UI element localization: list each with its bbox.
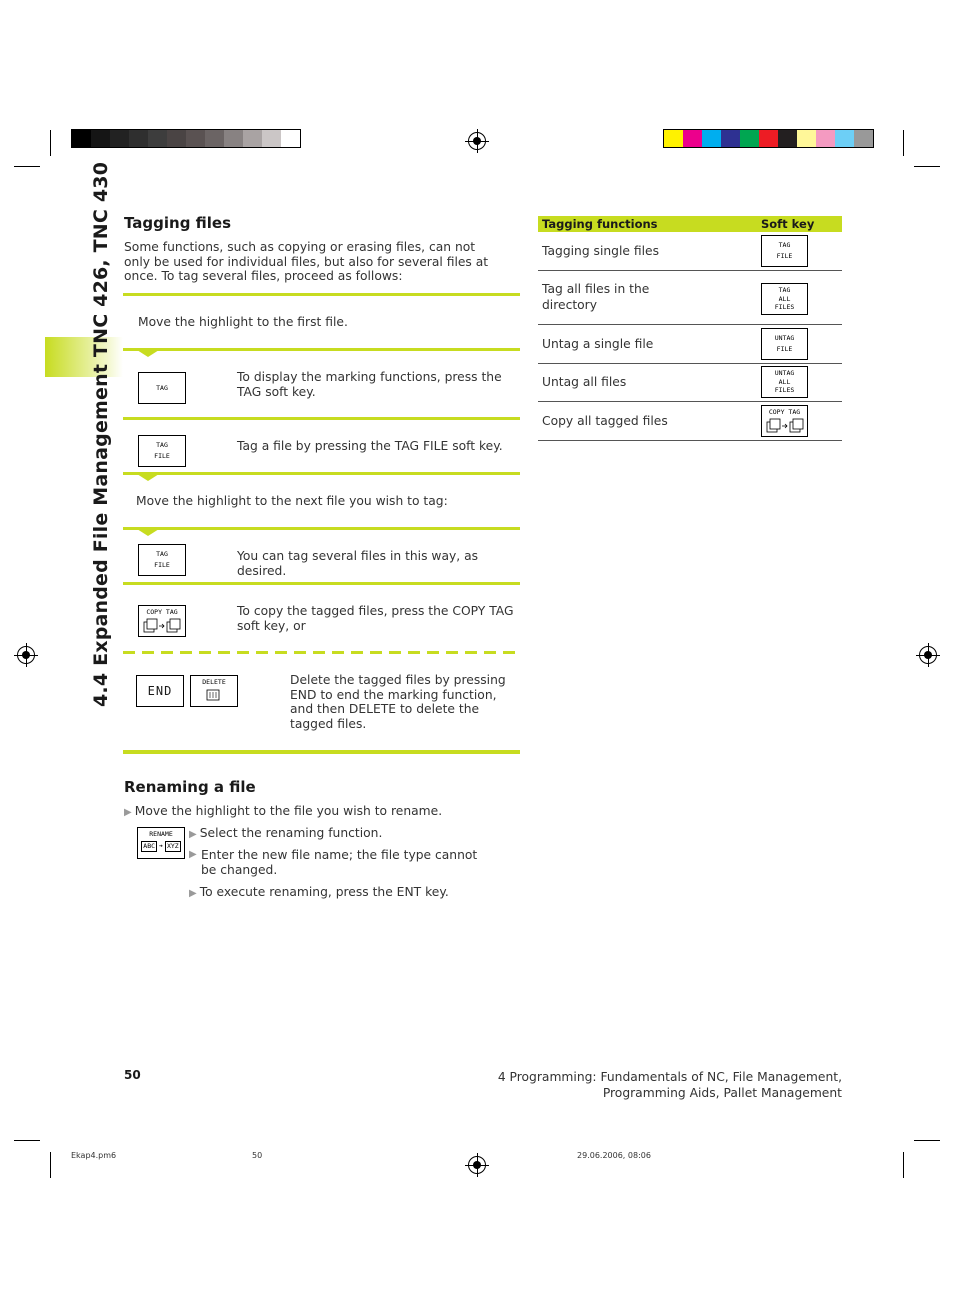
dashed-divider — [123, 651, 520, 654]
softkey-line: FILE — [776, 345, 793, 353]
table-row — [538, 325, 842, 364]
tag-file-softkey-label-2: FILE — [154, 452, 170, 460]
bullet-arrow-icon: ▶ — [189, 888, 197, 899]
bullet-arrow-icon: ▶ — [124, 807, 132, 818]
registration-target-icon — [468, 1156, 486, 1174]
registration-target-icon — [17, 646, 35, 664]
divider — [123, 472, 520, 475]
rename-step-move-text: Move the highlight to the file you wish to rename. — [134, 804, 443, 818]
tag-file-softkey-label-1: TAG — [156, 550, 168, 558]
softkey-line: TAG — [778, 241, 791, 249]
chapter-footer-line-1: 4 Programming: Fundamentals of NC, File Management, — [497, 1070, 842, 1084]
registration-target-icon — [468, 132, 486, 150]
divider — [123, 582, 520, 585]
bullet-arrow-icon: ▶ — [189, 829, 197, 840]
untag-all-files-softkey[interactable] — [761, 366, 808, 398]
untag-file-softkey[interactable] — [761, 328, 808, 360]
page-number: 50 — [124, 1068, 141, 1082]
table-row-label: Untag a single file — [542, 337, 654, 351]
step-arrow-icon — [137, 350, 159, 357]
rename-step-enter-text: Enter the new file name; the file type cannot be changed. — [201, 848, 478, 877]
rename-step-enter — [189, 848, 489, 877]
tag-all-files-softkey[interactable] — [761, 283, 808, 315]
divider — [123, 750, 520, 754]
slug-date: 29.06.2006, 08:06 — [577, 1151, 651, 1160]
tag-file-softkey-label-2: FILE — [154, 561, 170, 569]
table-row — [538, 364, 842, 402]
softkey-line: ALL — [778, 377, 791, 386]
delete-softkey-label: DELETE — [202, 678, 226, 686]
copy-tag-softkey[interactable] — [761, 405, 808, 437]
tagging-intro: Some functions, such as copying or erasing files, can not only be used for individual files, but also for several files at once. To tag several files, proceed as follows: — [124, 240, 489, 283]
delete-softkey[interactable] — [190, 675, 238, 707]
rename-softkey-graphic — [138, 841, 184, 852]
table-row — [538, 232, 842, 271]
crop-mark — [14, 166, 40, 167]
table-header-function: Tagging functions — [542, 217, 658, 231]
registration-target-icon — [919, 646, 937, 664]
table-header — [538, 216, 842, 232]
copy-tag-softkey[interactable] — [138, 605, 186, 637]
copy-tag-softkey-label: COPY TAG — [146, 608, 178, 616]
color-registration-bar — [663, 129, 874, 148]
rename-softkey[interactable] — [137, 827, 185, 859]
rename-step-select-text: Select the renaming function. — [199, 826, 383, 840]
tag-file-softkey-label-1: TAG — [156, 441, 168, 449]
crop-mark — [914, 1140, 940, 1141]
slug-page: 50 — [252, 1151, 263, 1160]
renaming-heading: Renaming a file — [124, 778, 256, 796]
tag-file-softkey[interactable] — [138, 435, 186, 467]
table-row-label: Untag all files — [542, 375, 627, 389]
rename-step-select — [189, 826, 489, 843]
table-header-softkey: Soft key — [761, 217, 815, 231]
end-key-label: END — [147, 684, 173, 698]
divider — [123, 348, 520, 351]
softkey-line: UNTAG — [774, 369, 795, 377]
chapter-footer-line-2: Programming Aids, Pallet Management — [602, 1086, 842, 1100]
table-row-label: Tag all files in the directory — [542, 282, 650, 312]
side-title: 4.4 Expanded File Management TNC 426, TNC 430 — [90, 161, 112, 707]
tag-softkey-label: TAG — [156, 384, 168, 392]
step-copy-tagged: To copy the tagged files, press the COPY TAG soft key, or — [237, 604, 514, 633]
tag-file-softkey[interactable] — [761, 235, 808, 267]
step-tag-file: Tag a file by pressing the TAG FILE soft key. — [237, 439, 503, 453]
arrow-right-icon: ➔ — [159, 842, 163, 850]
step-arrow-icon — [137, 529, 159, 536]
copy-files-icon — [140, 618, 184, 636]
chapter-footer — [440, 1069, 842, 1101]
softkey-line: COPY TAG — [768, 408, 801, 416]
softkey-line: FILES — [774, 303, 795, 311]
rename-to-label: XYZ — [166, 842, 179, 850]
rename-step-move — [124, 804, 442, 821]
step-arrow-icon — [137, 474, 159, 481]
step-move-first: Move the highlight to the first file. — [138, 315, 348, 329]
rename-softkey-label: RENAME — [149, 830, 173, 838]
bullet-arrow-icon: ▶ — [189, 849, 197, 860]
crop-mark — [14, 1140, 40, 1141]
softkey-line: UNTAG — [774, 334, 795, 342]
divider — [123, 293, 520, 296]
crop-mark — [903, 130, 904, 156]
table-row-label: Copy all tagged files — [542, 414, 668, 428]
crop-mark — [50, 130, 51, 156]
step-tag-several: You can tag several files in this way, as desired. — [237, 549, 479, 578]
rename-step-execute-text: To execute renaming, press the ENT key. — [199, 885, 449, 899]
tagging-functions-table — [538, 216, 842, 441]
crop-mark — [903, 1152, 904, 1178]
copy-files-icon — [763, 418, 807, 436]
step-display-marking: To display the marking functions, press the TAG soft key. — [237, 370, 502, 399]
slug-file: Ekap4.pm6 — [71, 1151, 117, 1160]
table-row — [538, 402, 842, 441]
crop-mark — [914, 166, 940, 167]
rename-step-execute — [189, 885, 489, 902]
softkey-line: TAG — [778, 286, 791, 294]
rename-from-label: ABC — [143, 842, 156, 850]
divider — [123, 417, 520, 420]
table-row — [538, 271, 842, 325]
divider — [123, 527, 520, 530]
grayscale-registration-bar — [71, 129, 301, 148]
softkey-line: FILE — [776, 252, 793, 260]
softkey-line: FILES — [774, 386, 795, 394]
table-row-label: Tagging single files — [542, 244, 659, 258]
tagging-heading: Tagging files — [124, 214, 232, 232]
crop-mark — [50, 1152, 51, 1178]
tag-file-softkey[interactable] — [138, 544, 186, 576]
step-move-next: Move the highlight to the next file you wish to tag: — [136, 494, 448, 508]
tag-softkey[interactable] — [138, 372, 186, 404]
softkey-line: ALL — [778, 294, 791, 303]
end-key[interactable] — [136, 675, 184, 707]
step-delete-tagged: Delete the tagged files by pressing END to end the marking function, and then DELETE to delete the tagged files. — [290, 673, 506, 731]
trash-icon — [204, 688, 224, 702]
